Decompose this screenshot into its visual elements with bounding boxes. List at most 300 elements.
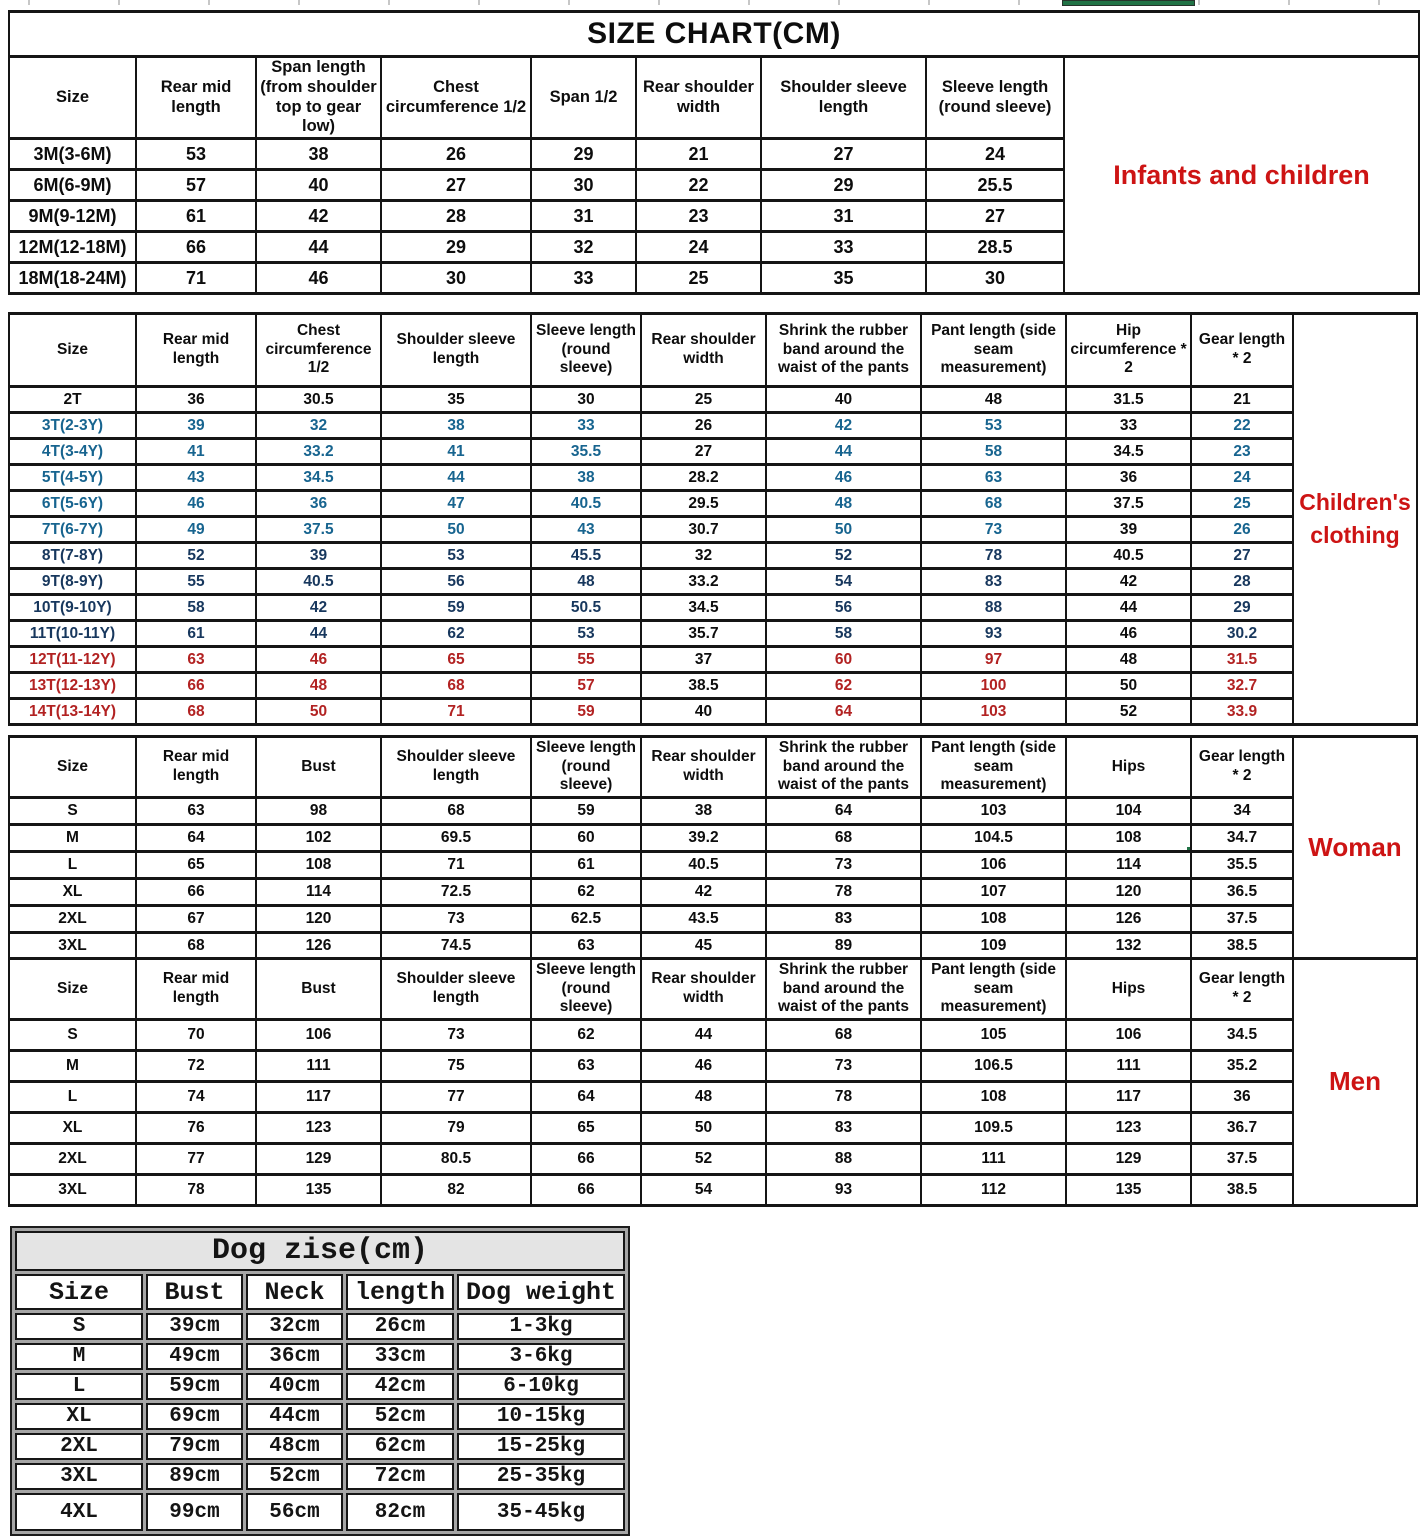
column-header: Shoulder sleeve length (381, 959, 531, 1020)
value-cell: 49 (136, 517, 256, 543)
value-cell: 44 (381, 465, 531, 491)
value-cell: 72.5 (381, 879, 531, 906)
value-cell: 135 (256, 1175, 381, 1206)
value-cell: 33.2 (256, 439, 381, 465)
column-header: length (346, 1274, 454, 1310)
value-cell: 123 (256, 1113, 381, 1144)
table-row (9, 569, 1417, 595)
value-cell: 34.5 (1066, 439, 1191, 465)
value-cell: 26 (381, 139, 531, 170)
size-cell: 2T (9, 387, 136, 413)
value-cell: 44cm (246, 1403, 343, 1430)
value-cell: 50 (641, 1113, 766, 1144)
table-row (9, 595, 1417, 621)
table-row (15, 1433, 625, 1460)
value-cell: 39 (136, 413, 256, 439)
value-cell: 48 (921, 387, 1066, 413)
value-cell: 79cm (146, 1433, 243, 1460)
value-cell: 111 (921, 1144, 1066, 1175)
value-cell: 38.5 (1191, 933, 1293, 960)
value-cell: 82 (381, 1175, 531, 1206)
value-cell: 56 (381, 569, 531, 595)
value-cell: 26 (1191, 517, 1293, 543)
value-cell: 28.2 (641, 465, 766, 491)
size-cell: XL (15, 1403, 143, 1430)
value-cell: 31 (531, 201, 636, 232)
dog-size-table (10, 1226, 630, 1536)
value-cell: 50 (1066, 673, 1191, 699)
size-cell: S (9, 1020, 136, 1051)
column-header: Pant length (side seam measurement) (921, 737, 1066, 798)
value-cell: 100 (921, 673, 1066, 699)
value-cell: 34.5 (1191, 1020, 1293, 1051)
value-cell: 82cm (346, 1493, 454, 1531)
value-cell: 79 (381, 1113, 531, 1144)
column-header: Bust (146, 1274, 243, 1310)
value-cell: 44 (641, 1020, 766, 1051)
table-row (9, 798, 1417, 825)
value-cell: 35 (761, 263, 926, 294)
value-cell: 57 (136, 170, 256, 201)
size-cell: 8T(7-8Y) (9, 543, 136, 569)
value-cell: 48cm (246, 1433, 343, 1460)
value-cell: 40 (641, 699, 766, 725)
value-cell: 64 (766, 699, 921, 725)
value-cell: 105 (921, 1020, 1066, 1051)
value-cell: 62 (766, 673, 921, 699)
value-cell: 37.5 (1191, 1144, 1293, 1175)
value-cell: 46 (641, 1051, 766, 1082)
value-cell: 40 (766, 387, 921, 413)
value-cell: 123 (1066, 1113, 1191, 1144)
value-cell: 44 (256, 621, 381, 647)
value-cell: 39 (256, 543, 381, 569)
value-cell: 71 (381, 852, 531, 879)
value-cell: 59 (531, 798, 641, 825)
value-cell: 40.5 (641, 852, 766, 879)
value-cell: 67 (136, 906, 256, 933)
value-cell: 78 (766, 1082, 921, 1113)
value-cell: 28 (1191, 569, 1293, 595)
table-row (15, 1313, 625, 1340)
value-cell: 48 (1066, 647, 1191, 673)
value-cell: 108 (921, 1082, 1066, 1113)
value-cell: 63 (136, 798, 256, 825)
value-cell: 77 (381, 1082, 531, 1113)
value-cell: 66 (136, 673, 256, 699)
value-cell: 27 (761, 139, 926, 170)
value-cell: 66 (136, 879, 256, 906)
value-cell: 35 (381, 387, 531, 413)
value-cell: 36 (256, 491, 381, 517)
value-cell: 50 (766, 517, 921, 543)
column-header: Hip circumference * 2 (1066, 314, 1191, 387)
value-cell: 109 (921, 933, 1066, 960)
value-cell: 57 (531, 673, 641, 699)
value-cell: 33 (531, 263, 636, 294)
value-cell: 24 (636, 232, 761, 263)
value-cell: 36.5 (1191, 879, 1293, 906)
column-header: Shoulder sleeve length (381, 314, 531, 387)
value-cell: 66 (531, 1144, 641, 1175)
table-row (9, 413, 1417, 439)
value-cell: 59 (531, 699, 641, 725)
value-cell: 62cm (346, 1433, 454, 1460)
value-cell: 59 (381, 595, 531, 621)
size-cell: 11T(10-11Y) (9, 621, 136, 647)
value-cell: 33cm (346, 1343, 454, 1370)
table-row (15, 1463, 625, 1490)
value-cell: 54 (766, 569, 921, 595)
value-cell: 29 (761, 170, 926, 201)
woman-size-table (8, 735, 1418, 961)
value-cell: 34.5 (256, 465, 381, 491)
value-cell: 35.5 (531, 439, 641, 465)
value-cell: 80.5 (381, 1144, 531, 1175)
value-cell: 35.2 (1191, 1051, 1293, 1082)
value-cell: 73 (381, 1020, 531, 1051)
value-cell: 68 (136, 699, 256, 725)
value-cell: 71 (136, 263, 256, 294)
value-cell: 73 (766, 1051, 921, 1082)
column-header: Rear shoulder width (641, 737, 766, 798)
value-cell: 29 (1191, 595, 1293, 621)
value-cell: 31.5 (1191, 647, 1293, 673)
table-row (9, 491, 1417, 517)
size-cell: 12M(12-18M) (9, 232, 136, 263)
value-cell: 30.5 (256, 387, 381, 413)
value-cell: 53 (381, 543, 531, 569)
column-header: Sleeve length (round sleeve) (531, 314, 641, 387)
value-cell: 132 (1066, 933, 1191, 960)
value-cell: 34.5 (641, 595, 766, 621)
value-cell: 36 (136, 387, 256, 413)
column-header: Sleeve length (round sleeve) (531, 737, 641, 798)
value-cell: 31 (761, 201, 926, 232)
table-row (9, 879, 1417, 906)
size-cell: M (9, 1051, 136, 1082)
value-cell: 32cm (246, 1313, 343, 1340)
value-cell: 38.5 (1191, 1175, 1293, 1206)
section-label: Infants and children (1064, 57, 1419, 294)
value-cell: 25-35kg (457, 1463, 625, 1490)
value-cell: 28.5 (926, 232, 1064, 263)
value-cell: 32 (256, 413, 381, 439)
column-header: Chest circumference 1/2 (256, 314, 381, 387)
table-row (9, 933, 1417, 960)
value-cell: 30 (531, 387, 641, 413)
excel-selection-bar (1062, 0, 1195, 6)
value-cell: 52cm (246, 1463, 343, 1490)
table-row (9, 387, 1417, 413)
value-cell: 73 (921, 517, 1066, 543)
value-cell: 40.5 (256, 569, 381, 595)
size-cell: S (9, 798, 136, 825)
value-cell: 44 (1066, 595, 1191, 621)
value-cell: 52 (766, 543, 921, 569)
size-cell: 13T(12-13Y) (9, 673, 136, 699)
size-cell: S (15, 1313, 143, 1340)
value-cell: 36 (1191, 1082, 1293, 1113)
value-cell: 58 (136, 595, 256, 621)
value-cell: 33 (761, 232, 926, 263)
value-cell: 89 (766, 933, 921, 960)
column-header: Rear mid length (136, 959, 256, 1020)
value-cell: 129 (1066, 1144, 1191, 1175)
value-cell: 30 (531, 170, 636, 201)
value-cell: 68 (136, 933, 256, 960)
value-cell: 77 (136, 1144, 256, 1175)
value-cell: 104.5 (921, 825, 1066, 852)
value-cell: 33 (1066, 413, 1191, 439)
value-cell: 32 (531, 232, 636, 263)
value-cell: 68 (381, 798, 531, 825)
value-cell: 27 (926, 201, 1064, 232)
value-cell: 56 (766, 595, 921, 621)
size-cell: 3M(3-6M) (9, 139, 136, 170)
value-cell: 117 (1066, 1082, 1191, 1113)
value-cell: 36cm (246, 1343, 343, 1370)
value-cell: 32.7 (1191, 673, 1293, 699)
size-cell: 2XL (15, 1433, 143, 1460)
column-header: Pant length (side seam measurement) (921, 959, 1066, 1020)
value-cell: 48 (531, 569, 641, 595)
value-cell: 49cm (146, 1343, 243, 1370)
value-cell: 83 (921, 569, 1066, 595)
value-cell: 50.5 (531, 595, 641, 621)
size-cell: 12T(11-12Y) (9, 647, 136, 673)
value-cell: 34 (1191, 798, 1293, 825)
value-cell: 126 (256, 933, 381, 960)
section-label: Woman (1293, 737, 1417, 960)
size-cell: 3T(2-3Y) (9, 413, 136, 439)
value-cell: 61 (531, 852, 641, 879)
value-cell: 68 (381, 673, 531, 699)
value-cell: 33 (531, 413, 641, 439)
value-cell: 106.5 (921, 1051, 1066, 1082)
column-header: Span 1/2 (531, 57, 636, 139)
size-cell: L (15, 1373, 143, 1400)
table-row (9, 1113, 1417, 1144)
value-cell: 40.5 (531, 491, 641, 517)
value-cell: 75 (381, 1051, 531, 1082)
value-cell: 42cm (346, 1373, 454, 1400)
value-cell: 55 (531, 647, 641, 673)
column-header: Size (9, 57, 136, 139)
column-header: Rear shoulder width (636, 57, 761, 139)
value-cell: 42 (766, 413, 921, 439)
value-cell: 43 (136, 465, 256, 491)
column-header: Hips (1066, 737, 1191, 798)
table-row (9, 1082, 1417, 1113)
value-cell: 22 (636, 170, 761, 201)
size-cell: 7T(6-7Y) (9, 517, 136, 543)
size-cell: XL (9, 879, 136, 906)
value-cell: 69.5 (381, 825, 531, 852)
value-cell: 93 (766, 1175, 921, 1206)
value-cell: 63 (921, 465, 1066, 491)
size-cell: M (15, 1343, 143, 1370)
value-cell: 43 (531, 517, 641, 543)
value-cell: 40.5 (1066, 543, 1191, 569)
value-cell: 66 (136, 232, 256, 263)
size-cell: 4XL (15, 1493, 143, 1531)
value-cell: 25 (636, 263, 761, 294)
value-cell: 38 (641, 798, 766, 825)
value-cell: 29 (381, 232, 531, 263)
size-cell: 3XL (9, 933, 136, 960)
value-cell: 15-25kg (457, 1433, 625, 1460)
value-cell: 78 (136, 1175, 256, 1206)
size-cell: 2XL (9, 1144, 136, 1175)
value-cell: 37.5 (1191, 906, 1293, 933)
value-cell: 59cm (146, 1373, 243, 1400)
value-cell: 89cm (146, 1463, 243, 1490)
value-cell: 35.7 (641, 621, 766, 647)
value-cell: 52 (1066, 699, 1191, 725)
value-cell: 52 (136, 543, 256, 569)
table-row (15, 1373, 625, 1400)
value-cell: 76 (136, 1113, 256, 1144)
value-cell: 27 (641, 439, 766, 465)
value-cell: 30.7 (641, 517, 766, 543)
value-cell: 108 (256, 852, 381, 879)
size-cell: 4T(3-4Y) (9, 439, 136, 465)
size-cell: 18M(18-24M) (9, 263, 136, 294)
value-cell: 36 (1066, 465, 1191, 491)
value-cell: 50 (256, 699, 381, 725)
value-cell: 1-3kg (457, 1313, 625, 1340)
value-cell: 25 (641, 387, 766, 413)
size-cell: 10T(9-10Y) (9, 595, 136, 621)
value-cell: 64 (531, 1082, 641, 1113)
value-cell: 21 (636, 139, 761, 170)
table-row (9, 825, 1417, 852)
value-cell: 39 (1066, 517, 1191, 543)
value-cell: 48 (641, 1082, 766, 1113)
value-cell: 53 (531, 621, 641, 647)
column-header: Rear mid length (136, 314, 256, 387)
value-cell: 114 (1066, 852, 1191, 879)
table-row (9, 621, 1417, 647)
value-cell: 83 (766, 906, 921, 933)
value-cell: 46 (766, 465, 921, 491)
value-cell: 50 (381, 517, 531, 543)
value-cell: 34.7 (1191, 825, 1293, 852)
size-cell: 9T(8-9Y) (9, 569, 136, 595)
table-row (9, 1175, 1417, 1206)
table-row (9, 699, 1417, 725)
table-row (9, 1144, 1417, 1175)
value-cell: 44 (766, 439, 921, 465)
value-cell: 65 (136, 852, 256, 879)
infants-size-table (8, 10, 1420, 295)
value-cell: 106 (256, 1020, 381, 1051)
value-cell: 88 (766, 1144, 921, 1175)
value-cell: 99cm (146, 1493, 243, 1531)
value-cell: 30 (926, 263, 1064, 294)
column-header: Rear mid length (136, 737, 256, 798)
table-row (9, 852, 1417, 879)
value-cell: 73 (381, 906, 531, 933)
column-header: Gear length * 2 (1191, 959, 1293, 1020)
value-cell: 68 (921, 491, 1066, 517)
value-cell: 88 (921, 595, 1066, 621)
table-row (9, 906, 1417, 933)
value-cell: 46 (136, 491, 256, 517)
column-header: Chest circumference 1/2 (381, 57, 531, 139)
value-cell: 24 (926, 139, 1064, 170)
value-cell: 97 (921, 647, 1066, 673)
value-cell: 39cm (146, 1313, 243, 1340)
table-row (9, 647, 1417, 673)
value-cell: 117 (256, 1082, 381, 1113)
value-cell: 61 (136, 621, 256, 647)
value-cell: 3-6kg (457, 1343, 625, 1370)
size-cell: 3XL (9, 1175, 136, 1206)
value-cell: 47 (381, 491, 531, 517)
value-cell: 48 (766, 491, 921, 517)
value-cell: 106 (1066, 1020, 1191, 1051)
value-cell: 65 (381, 647, 531, 673)
column-header: Size (9, 959, 136, 1020)
value-cell: 29 (531, 139, 636, 170)
value-cell: 37.5 (1066, 491, 1191, 517)
table-row (9, 439, 1417, 465)
size-cell: 2XL (9, 906, 136, 933)
table-row (9, 1020, 1417, 1051)
value-cell: 83 (766, 1113, 921, 1144)
value-cell: 28 (381, 201, 531, 232)
value-cell: 55 (136, 569, 256, 595)
value-cell: 45 (641, 933, 766, 960)
value-cell: 38 (256, 139, 381, 170)
children-size-table-body (9, 314, 1417, 725)
value-cell: 32 (641, 543, 766, 569)
value-cell: 35-45kg (457, 1493, 625, 1531)
value-cell: 60 (531, 825, 641, 852)
value-cell: 52 (641, 1144, 766, 1175)
value-cell: 103 (921, 798, 1066, 825)
value-cell: 23 (1191, 439, 1293, 465)
value-cell: 46 (256, 263, 381, 294)
value-cell: 104 (1066, 798, 1191, 825)
section-label: Men (1293, 959, 1417, 1206)
value-cell: 42 (256, 595, 381, 621)
column-header: Gear length * 2 (1191, 314, 1293, 387)
value-cell: 30 (381, 263, 531, 294)
value-cell: 109.5 (921, 1113, 1066, 1144)
value-cell: 53 (136, 139, 256, 170)
value-cell: 38.5 (641, 673, 766, 699)
value-cell: 44 (256, 232, 381, 263)
value-cell: 62 (531, 879, 641, 906)
size-cell: 5T(4-5Y) (9, 465, 136, 491)
column-header: Bust (256, 737, 381, 798)
value-cell: 6-10kg (457, 1373, 625, 1400)
value-cell: 56cm (246, 1493, 343, 1531)
value-cell: 22 (1191, 413, 1293, 439)
value-cell: 69cm (146, 1403, 243, 1430)
value-cell: 46 (1066, 621, 1191, 647)
men-size-table (8, 957, 1418, 1207)
value-cell: 108 (921, 906, 1066, 933)
value-cell: 63 (531, 933, 641, 960)
column-header: Bust (256, 959, 381, 1020)
value-cell: 21 (1191, 387, 1293, 413)
column-header: Size (9, 737, 136, 798)
value-cell: 25 (1191, 491, 1293, 517)
